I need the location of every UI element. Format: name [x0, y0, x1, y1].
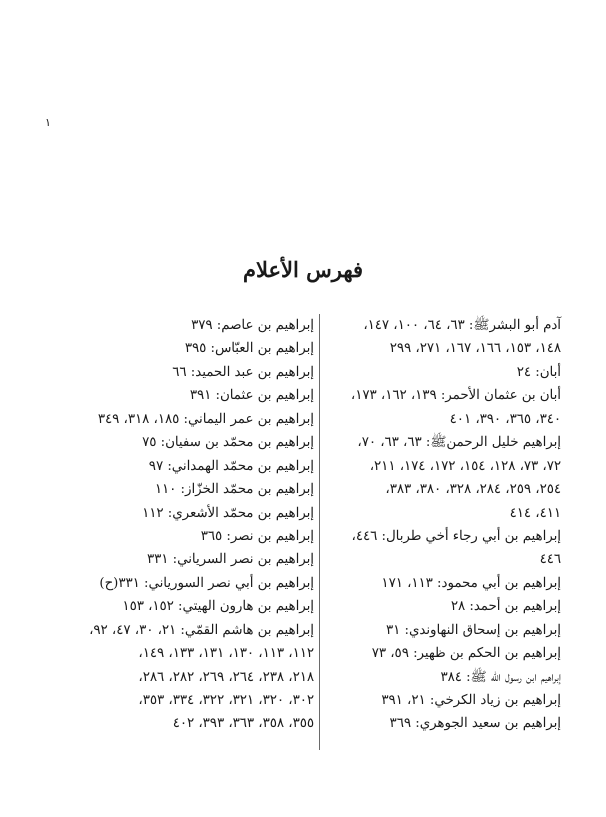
index-line: إبراهيم بن محمّد بن سفيان: ٧٥ [142, 435, 314, 451]
index-line: ٤٤٦ [539, 552, 561, 568]
index-line: إبراهيم بن نصر: ٣٦٥ [200, 528, 314, 544]
index-line: أبان بن عثمان الأحمر: ١٣٩، ١٦٢، ١٧٣، [350, 388, 561, 404]
index-line: ٣٤٠، ٣٦٥، ٣٩٠، ٤٠١ [449, 411, 561, 427]
index-line: ١٤٨، ١٥٣، ١٦٦، ١٦٧، ٢٧١، ٢٩٩ [389, 341, 561, 357]
index-line: إبراهيم بن هارون الهيتي: ١٥٢، ١٥٣ [122, 599, 314, 615]
index-line: ٢٥٤، ٢٥٩، ٢٨٤، ٣٢٨، ٣٨٠، ٣٨٣، [385, 482, 561, 498]
index-column-left [89, 314, 314, 736]
index-line: ٣٥٥، ٣٥٨، ٣٦٣، ٣٩٣، ٤٠٢ [172, 716, 314, 732]
index-line: ١١٢، ١١٣، ١٣٠، ١٣١، ١٣٣، ١٤٩، [138, 646, 314, 662]
index-line: إبراهيم بن الحكم بن ظهير: ٥٩، ٧٣ [371, 646, 561, 662]
page-title: فهرس الأعلام [242, 257, 364, 282]
index-line: إبراهيم بن أحمد: ٢٨ [450, 599, 561, 615]
index-line: إبراهيم بن إسحاق النهاوندي: ٣١ [385, 622, 561, 638]
index-line: إبراهيم بن هاشم القمّي: ٢١، ٣٠، ٤٧، ٩٢، [89, 622, 314, 638]
index-line: إبراهيم بن العبّاس: ٣٩٥ [184, 341, 314, 357]
index-line: إبراهيم بن أبي محمود: ١١٣، ١٧١ [381, 575, 561, 591]
index-line: إبراهيم خليل الرحمنﷺ: ٦٣، ٦٣، ٧٠، [357, 435, 561, 451]
index-line: أبان: ٢٤ [516, 364, 561, 380]
index-line: إبراهيم بن عبد الحميد: ٦٦ [172, 364, 314, 380]
index-line: إبراهيم بن عثمان: ٣٩١ [189, 388, 314, 404]
index-line: ٢١٨، ٢٣٨، ٢٦٤، ٢٦٩، ٢٨٢، ٢٨٦، [138, 669, 314, 685]
index-line: إبراهيم بن نصر السرياني: ٣٣١ [147, 552, 314, 568]
index-column-right [324, 314, 561, 736]
index-line: آدم أبو البشرﷺ: ٦٣، ٦٤، ١٠٠، ١٤٧، [363, 318, 561, 333]
index-line: إبراهيم بن زياد الكرخي: ٢١، ٣٩١ [381, 693, 561, 708]
column-divider [319, 314, 320, 750]
index-line: إبراهيم ابن رسول الله ﷺ: ٣٨٤ [440, 669, 561, 685]
page-mark: ١ [45, 116, 51, 129]
index-line: إبراهيم بن محمّد الهمداني: ٩٧ [148, 458, 314, 474]
index-line: ٤١١، ٤١٤ [509, 505, 561, 521]
index-line: إبراهيم بن أبي رجاء أخي طربال: ٤٤٦، [351, 528, 561, 544]
index-line: ٣٠٢، ٣٢٠، ٣٢١، ٣٢٢، ٣٣٤، ٣٥٣، [138, 693, 314, 708]
index-line: ٧٢، ٧٣، ١٢٨، ١٥٤، ١٧٢، ١٧٤، ٢١١، [369, 458, 561, 474]
index-line: إبراهيم بن أبي نصر السورياني: ٣٣١(ح) [99, 575, 314, 591]
index-line: إبراهيم بن محمّد الخزّاز: ١١٠ [154, 482, 314, 498]
index-line: إبراهيم بن سعيد الجوهري: ٣٦٩ [389, 716, 561, 732]
index-line: إبراهيم بن عاصم: ٣٧٩ [191, 318, 314, 333]
index-line: إبراهيم بن عمر اليماني: ١٨٥، ٣١٨، ٣٤٩ [97, 411, 314, 427]
index-line: إبراهيم بن محمّد الأشعري: ١١٢ [142, 505, 314, 521]
